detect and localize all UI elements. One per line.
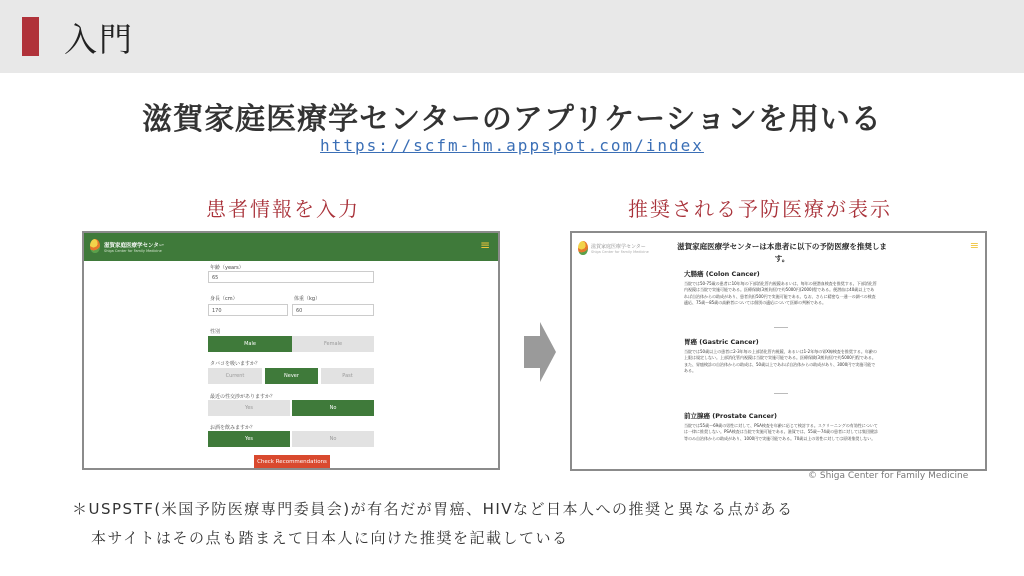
caption-input: 患者情報を入力 — [206, 197, 360, 221]
output-screenshot — [570, 231, 987, 471]
divider — [774, 393, 788, 394]
height-label: 身長（cm） — [210, 296, 238, 302]
prostate-cancer-text: 当院では55歳～69歳の男性に対して、PSA検査を年齢に応じて検討する。スクリーニングの有効性については一律に推奨しない。PSA検査は当院で実施可能である。滋賀では、55歳～74歳の患者に対しては集団健診等のみ自治体からの助成があり、1000円で実施可能である。70歳以上の男性に対しては原則推奨しない。 — [684, 423, 878, 441]
smoke-never-option[interactable]: Never — [265, 368, 318, 384]
sex-female-option[interactable]: Female — [292, 336, 374, 352]
alcohol-yes-option[interactable]: Yes — [208, 431, 290, 447]
sexual-activity-label: 最近の性交渉がありますか？ — [210, 394, 276, 400]
smoke-past-option[interactable]: Past — [321, 368, 374, 384]
hamburger-menu-icon[interactable]: ≡ — [479, 238, 490, 252]
copyright-text: © Shiga Center for Family Medicine — [808, 471, 969, 481]
app-header — [84, 233, 498, 261]
smoke-current-option[interactable]: Current — [208, 368, 262, 384]
alcohol-label: お酒を飲みますか？ — [210, 425, 256, 431]
right-arrow-icon — [524, 322, 556, 382]
hamburger-menu-icon[interactable]: ≡ — [969, 239, 979, 252]
sexual-yes-option[interactable]: Yes — [208, 400, 290, 416]
check-recommendations-button[interactable]: Check Recommendations — [254, 455, 330, 469]
recommendation-heading: 滋賀家庭医療学センターは本患者に以下の予防医療を推奨します。 — [677, 242, 887, 263]
sex-label: 性別 — [210, 329, 221, 335]
header-bar — [0, 0, 1024, 73]
input-screenshot — [82, 231, 500, 470]
sex-male-option[interactable]: Male — [208, 336, 292, 352]
app-brand: 滋賀家庭医療学センター — [104, 243, 165, 249]
footnote-line-2: 本サイトはその点も踏まえて日本人に向けた推奨を記載している — [91, 529, 569, 547]
app-brand-sub: Shiga Center for Family Medicine — [104, 249, 162, 253]
weight-input[interactable]: 60 — [292, 304, 374, 316]
height-input[interactable]: 170 — [208, 304, 288, 316]
smoke-label: タバコを吸いますか？ — [210, 361, 260, 367]
colon-cancer-text: 当院では50-75歳の患者に10年毎の下部消化管内視鏡あるいは、毎年の便潜血検査を推奨する。下部消化管内視鏡は当院で実施可能である。医療保険(3割負担)で約5000円(2000)程である。便潜血は40歳以上であれば自治体からの助成があり、患者負担500円で実施可能である。なお、さらに精密な一通一の調べの検査適応、75歳～85歳の高齢者については個別の適応について医師の判断である。 — [684, 281, 877, 306]
colon-cancer-title: 大腸癌 (Colon Cancer) — [684, 270, 760, 278]
app-brand-sub: Shiga Center for Family Medicine — [591, 250, 649, 254]
headline: 滋賀家庭医療学センターのアプリケーションを用いる — [142, 102, 882, 137]
gastric-cancer-title: 胃癌 (Gastric Cancer) — [684, 338, 759, 346]
section-title: 入門 — [64, 20, 134, 59]
weight-label: 体重（kg） — [294, 296, 321, 302]
scfm-logo-icon — [578, 241, 588, 255]
app-brand: 滋賀家庭医療学センター — [591, 244, 646, 250]
header-accent-bar — [22, 17, 39, 56]
alcohol-no-option[interactable]: No — [292, 431, 374, 447]
sexual-no-option[interactable]: No — [292, 400, 374, 416]
scfm-logo-icon — [90, 239, 100, 253]
caption-output: 推奨される予防医療が表示 — [628, 197, 892, 221]
age-input[interactable]: 65 — [208, 271, 374, 283]
divider — [774, 327, 788, 328]
gastric-cancer-text: 当院では50歳以上の患者に2-3年毎の上部消化管内視鏡、あるいは1-2年毎の胃X線検査を推奨する。年齢の上限は規定しない。上部消化管内視鏡は当院で実施可能である。医療保険(3割負担)で約5000円程である。また、胃癌検診の自治体からの助成は、50歳以上であれば自治体からの助成があり、3000円で実施可能である。 — [684, 349, 877, 374]
app-url-link[interactable]: https://scfm-hm.appspot.com/index — [320, 136, 704, 155]
age-label: 年齢（years） — [210, 265, 244, 271]
prostate-cancer-title: 前立腺癌 (Prostate Cancer) — [684, 412, 778, 420]
footnote-line-1: ＊USPSTF(米国予防医療専門委員会)が有名だが胃癌、HIVなど日本人への推奨と異なる点がある — [72, 500, 794, 518]
